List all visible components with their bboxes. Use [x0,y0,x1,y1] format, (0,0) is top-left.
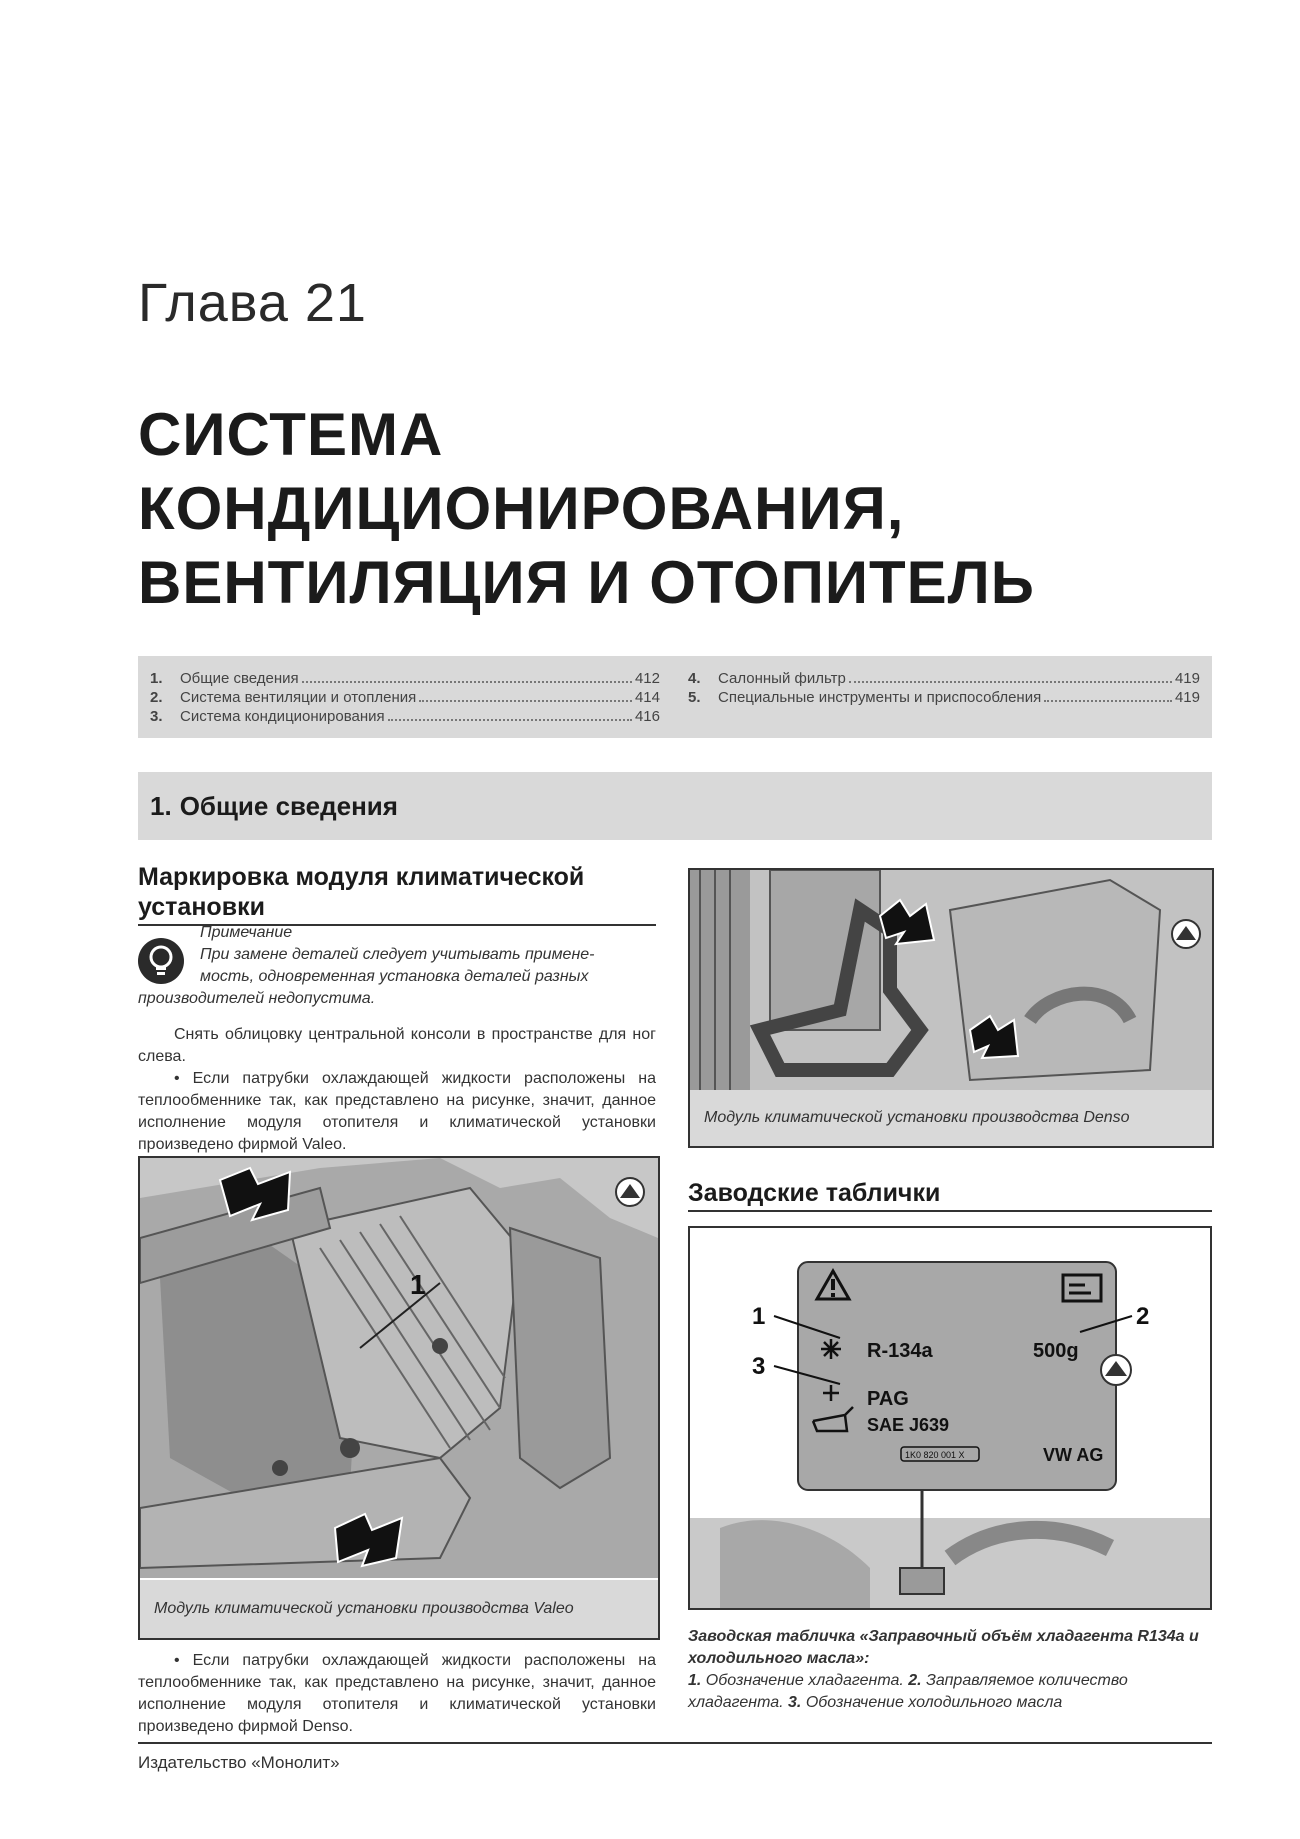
toc-column-left [150,669,660,726]
callout-number: 3 [752,1353,766,1380]
toc-item[interactable] [150,669,660,688]
toc-page: 419 [1174,689,1200,706]
plate-caption [688,1626,1200,1714]
subsection-plates [688,1178,1212,1212]
subsection-title: Заводские таблички [688,1179,941,1207]
plate-graphics [801,1265,1113,1487]
paragraph: Снять облицовку центральной консоли в пространстве для ног слева. [138,1026,656,1065]
toc-text: Система кондиционирования [180,708,385,725]
note-line: производителей недопустима. [138,990,376,1007]
toc-text: Система вентиляции и отопления [180,689,417,706]
snowflake-icon [821,1339,841,1359]
caption-item: Обозначение хладагента. [701,1672,904,1689]
valeo-module-illustration [140,1158,658,1578]
caption-num: 2. [903,1672,922,1689]
oil-standard: SAE J639 [867,1415,950,1435]
toc-page: 419 [1174,670,1200,687]
table-of-contents [138,656,1212,738]
toc-number: 5. [688,689,701,706]
note-text [138,944,656,1010]
refrigerant-type: R-134a [867,1340,933,1362]
warning-icon [817,1271,849,1299]
toc-number: 4. [688,670,701,687]
caption-item: Обозначение холодильного масла [801,1694,1063,1711]
note-line: При замене деталей следует учитывать примене- [200,946,595,963]
note-line: мость, одновременная установка деталей разных [200,968,589,985]
toc-item[interactable] [150,688,660,707]
figure-plate [688,1226,1212,1610]
toc-number: 1. [150,670,163,687]
caption-title: Заводская табличка «Заправочный объём хладагента R134a и холодильного масла»: [688,1628,1199,1667]
section-title: Общие сведения [179,791,398,821]
caption-item: Заправляемое количество хладагента. [688,1672,1128,1711]
title-line: СИСТЕМА [138,401,444,468]
toc-leader [1044,688,1172,702]
note-title: Примечание [200,924,293,941]
toc-leader [388,707,632,721]
toc-item[interactable] [688,688,1200,707]
toc-page: 412 [634,670,660,687]
figure-valeo [138,1156,660,1640]
callout-number: 1 [752,1303,766,1330]
figure-caption: Модуль климатической установки производства Denso [690,1090,1212,1146]
toc-number: 3. [150,708,163,725]
subsection-marking [138,862,656,926]
paragraph: • Если патрубки охлаждающей жидкости расположены на теплообменнике так, как представлено на рисунке, значит, данное исполнение модуля отопителя и климатической установки произведено фирмой Denso. [138,1652,656,1735]
oil-type: PAG [867,1388,909,1410]
figure-caption: Модуль климатической установки производства Valeo [140,1580,658,1638]
title-line: ВЕНТИЛЯЦИЯ И ОТОПИТЕЛЬ [138,549,1035,616]
refrigerant-plate [801,1265,1113,1487]
paragraph: • Если патрубки охлаждающей жидкости расположены на теплообменнике так, как представлено на рисунке, значит, данное исполнение модуля отопителя и климатической установки произведено фирмой Valeo. [138,1070,656,1153]
refrigerant-amount: 500g [1033,1340,1079,1362]
footer-publisher: Издательство «Монолит» [138,1753,340,1772]
caption-num: 1. [688,1672,702,1689]
toc-leader [849,669,1172,683]
section-heading [138,772,1212,840]
lightbulb-icon [138,938,184,984]
toc-text: Специальные инструменты и приспособления [718,689,1042,706]
toc-text: Салонный фильтр [718,670,846,687]
chapter-title [138,398,1218,620]
title-line: КОНДИЦИОНИРОВАНИЯ, [138,475,905,542]
toc-item[interactable] [150,707,660,726]
toc-number: 2. [150,689,163,706]
caption-num: 3. [783,1694,802,1711]
section-number: 1. [150,791,172,821]
oil-can-icon [813,1385,853,1431]
footer-divider [138,1742,1212,1744]
plate-code: 1K0 820 001 X [905,1450,965,1460]
service-icon [1063,1275,1101,1301]
callout-number: 2 [1136,1303,1150,1330]
figure-denso [688,868,1214,1148]
toc-column-right [688,669,1200,707]
denso-module-illustration [690,870,1212,1090]
toc-leader [419,688,632,702]
divider [688,1210,1212,1212]
manufacturer: VW AG [1043,1445,1104,1465]
chapter-label: Глава 21 [138,273,367,333]
toc-leader [302,669,632,683]
toc-item[interactable] [688,669,1200,688]
toc-page: 414 [634,689,660,706]
toc-text: Общие сведения [180,670,299,687]
subsection-title: Маркировка модуля климатической установки [138,863,585,921]
toc-page: 416 [634,708,660,725]
callout-number: 1 [410,1269,426,1300]
